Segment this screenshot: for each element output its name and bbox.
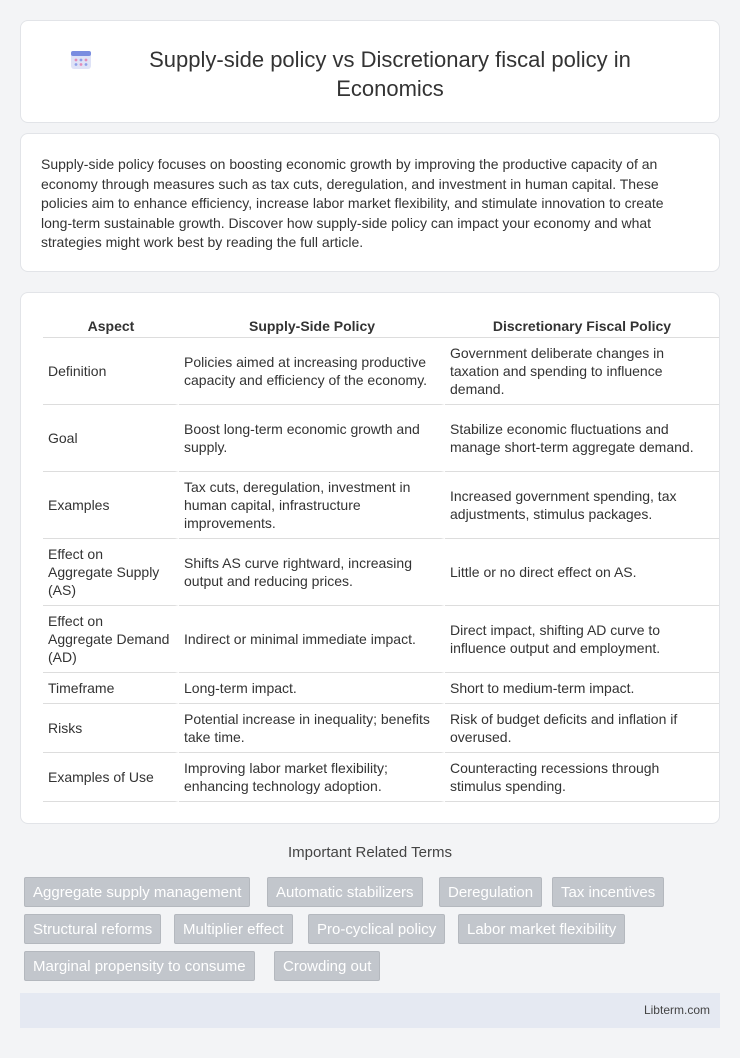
cell-supply-side: Tax cuts, deregulation, investment in human capital, infrastructure improvements.: [179, 472, 445, 539]
cell-supply-side: Improving labor market flexibility; enhancing technology adoption.: [179, 753, 445, 802]
header-card: [20, 20, 720, 123]
table-row: [43, 405, 719, 472]
cell-supply-side: Long-term impact.: [179, 673, 445, 704]
tag-aggregate-supply-management[interactable]: Aggregate supply management: [24, 877, 250, 907]
cell-discretionary: Government deliberate changes in taxation and spending to influence demand.: [445, 338, 719, 405]
tag-multiplier-effect[interactable]: Multiplier effect: [174, 914, 293, 944]
comparison-table: [43, 315, 719, 802]
cell-discretionary: Little or no direct effect on AS.: [445, 539, 719, 606]
table-row: [43, 704, 719, 753]
cell-aspect: Timeframe: [43, 673, 179, 704]
page-title-row: [21, 45, 719, 103]
tag-pro-cyclical-policy[interactable]: Pro-cyclical policy: [308, 914, 445, 944]
cell-aspect: Definition: [43, 338, 179, 405]
tag-crowding-out[interactable]: Crowding out: [274, 951, 380, 981]
table-row: [43, 673, 719, 704]
related-terms-title: Important Related Terms: [288, 844, 452, 861]
page-title: Supply-side policy vs Discretionary fiscal policy in Economics: [149, 47, 631, 101]
table-row: [43, 539, 719, 606]
calendar-icon: [70, 48, 92, 70]
cell-aspect: Effect on Aggregate Demand (AD): [43, 606, 179, 673]
cell-supply-side: Boost long-term economic growth and supply.: [179, 405, 445, 472]
cell-supply-side: Policies aimed at increasing productive capacity and efficiency of the economy.: [179, 338, 445, 405]
tag-labor-market-flexibility[interactable]: Labor market flexibility: [458, 914, 625, 944]
cell-aspect: Effect on Aggregate Supply (AS): [43, 539, 179, 606]
cell-discretionary: Stabilize economic fluctuations and manage short-term aggregate demand.: [445, 405, 719, 472]
footer: [20, 993, 720, 1028]
tag-structural-reforms[interactable]: Structural reforms: [24, 914, 161, 944]
tag-automatic-stabilizers[interactable]: Automatic stabilizers: [267, 877, 423, 907]
intro-text: Supply-side policy focuses on boosting economic growth by improving the productive capacity of an economy through measures such as tax cuts, deregulation, and investment in human capital. These policies aim to enhance efficiency, increase labor market flexibility, and stimulate innovation to create long-term sustainable growth. Discover how supply-side policy can impact your economy and what strategies might work best by reading the full article.: [41, 156, 664, 250]
tag-marginal-propensity-to-consume[interactable]: Marginal propensity to consume: [24, 951, 255, 981]
table-row: [43, 338, 719, 405]
cell-supply-side: Potential increase in inequality; benefits take time.: [179, 704, 445, 753]
tag-deregulation[interactable]: Deregulation: [439, 877, 542, 907]
header-supply-side: Supply-Side Policy: [179, 315, 445, 338]
table-row: [43, 753, 719, 802]
cell-supply-side: Shifts AS curve rightward, increasing output and reducing prices.: [179, 539, 445, 606]
table-row: [43, 472, 719, 539]
cell-discretionary: Direct impact, shifting AD curve to influence output and employment.: [445, 606, 719, 673]
cell-aspect: Examples of Use: [43, 753, 179, 802]
intro-card: [20, 133, 720, 272]
cell-discretionary: Short to medium-term impact.: [445, 673, 719, 704]
comparison-card: [20, 292, 720, 824]
cell-discretionary: Increased government spending, tax adjustments, stimulus packages.: [445, 472, 719, 539]
cell-discretionary: Risk of budget deficits and inflation if overused.: [445, 704, 719, 753]
cell-supply-side: Indirect or minimal immediate impact.: [179, 606, 445, 673]
cell-discretionary: Counteracting recessions through stimulus spending.: [445, 753, 719, 802]
tag-tax-incentives[interactable]: Tax incentives: [552, 877, 664, 907]
table-row: [43, 606, 719, 673]
cell-aspect: Goal: [43, 405, 179, 472]
table-header-row: [43, 315, 719, 338]
cell-aspect: Risks: [43, 704, 179, 753]
header-aspect: Aspect: [43, 315, 179, 338]
footer-site-link[interactable]: Libterm.com: [643, 1003, 710, 1017]
header-discretionary: Discretionary Fiscal Policy: [445, 315, 719, 338]
cell-aspect: Examples: [43, 472, 179, 539]
